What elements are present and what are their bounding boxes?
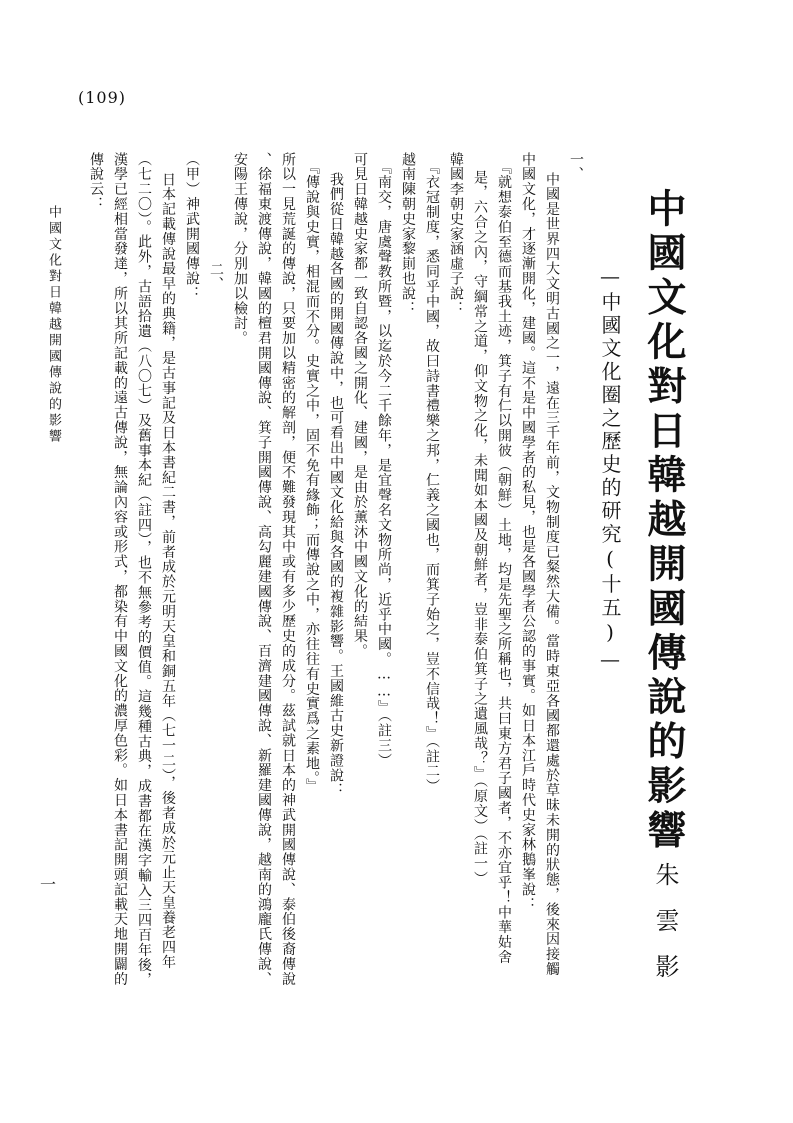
body-column-4: 是，六合之內，守綱常之道，仰文物之化，未聞如本國及朝鮮者，豈非泰伯箕子之遺風哉？』（原文）（註一） <box>472 170 488 887</box>
body-column-12: 所以一見荒誕的傳說，只要加以精密的解剖，便不難發現其中或有多少歷史的成分。茲試就日本的神武開國傳說、泰伯後裔傳說 <box>280 152 296 987</box>
body-column-6: 『衣冠制度，悉同乎中國，故曰詩書禮樂之邦，仁義之國也，而箕子始之，豈不信哉！』（註二） <box>424 160 440 794</box>
body-column-17: 日本記載傳說最早的典籍，是古事記及日本書紀二書，前者成於元明天皇和銅五年（七一二），後者成於元止天皇養老四年 <box>160 172 176 970</box>
section-heading-one: 一、 <box>568 152 584 182</box>
body-column-19: 漢學已經相當發達，所以其所記載的遠古傳說，無論內容或形式，都染有中國文化的濃厚色彩。如日本書記開頭記載天地開闢的 <box>112 152 128 987</box>
body-column-11: 『傳說與史實，相混而不分。史實之中，固不免有緣飾；而傳說之中，亦往往有史實爲之素地。』 <box>304 160 320 794</box>
body-column-1: 中國是世界四大文明古國之一，遠在三千年前，文物制度已粲然大備。當時東亞各國都還處於草昧未開的狀態，後來因接觸 <box>544 172 560 977</box>
article-title: 中國文化對日韓越開國傳說的影響 <box>641 188 687 854</box>
running-head: 中國文化對日韓越開國傳說的影響 <box>46 205 61 445</box>
body-column-20: 傳說云： <box>88 152 104 212</box>
section-heading-two: 二、 <box>208 262 224 292</box>
body-column-5: 韓國李朝史家涵虛子說： <box>448 152 464 316</box>
article-subtitle: —中國文化圈之歷史的研究(十五)— <box>598 264 622 675</box>
body-column-13: 、徐福東渡傳說，韓國的檀君開國傳說、箕子開國傳說、高勾麗建國傳說、百濟建國傳說、新羅建國傳說，越南的鴻龐氏傳說、 <box>256 152 272 987</box>
body-column-10: 我們從日韓越各國的開國傳說中，也可看出中國文化給與各國的複雜影響。王國維古史新證說： <box>328 172 344 798</box>
body-column-2: 中國文化，才逐漸開化，建國。這不是中國學者的私見，也是各國學者公認的事實。如日本江戶時代史家林鵝峯說： <box>520 152 536 912</box>
body-column-8: 『南交，唐虞聲教所暨，以迄於今二千餘年，是宜聲名文物所尚，近乎中國。……』（註三） <box>376 160 392 768</box>
body-column-14: 安陽王傳說，分別加以檢討。 <box>232 152 248 346</box>
body-column-7: 越南陳朝史家黎崱也說： <box>400 152 416 316</box>
page-number: (109) <box>78 88 127 107</box>
body-column-16: （甲）神武開國傳說： <box>184 152 200 301</box>
body-column-3: 『就想泰伯至德而基我土迹，箕子有仁以開彼（朝鮮）土地，均是先聖之所稱也，共曰東方君子國者，不亦宜乎！中華姑舍 <box>496 160 512 965</box>
body-column-9: 可見日韓越史家都一致自認各國之開化、建國，是由於薰沐中國文化的結果。 <box>352 152 368 659</box>
body-column-18: （七二〇）。此外，古語拾遺（八〇七）及舊事本紀（註四），也不無參考的價值。這幾種古典，成書都在漢字輸入三四百年後， <box>136 152 152 988</box>
folio-mark: 一 <box>40 875 57 894</box>
author-name: 朱雲影 <box>651 862 679 1000</box>
